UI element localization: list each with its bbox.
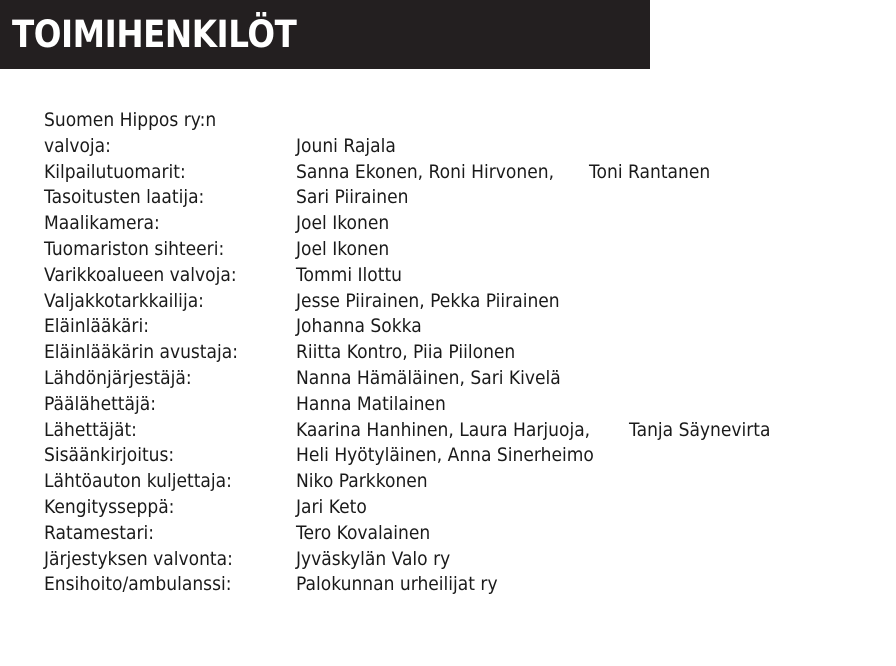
people-value (296, 366, 896, 392)
people-value (296, 211, 896, 237)
person-line: Joel Ikonen (296, 237, 390, 260)
official-row-ensihoito-ambulanssi (44, 572, 644, 598)
role-label: Lähtöauton kuljettaja: (44, 470, 232, 493)
official-row-kilpailutuomarit (44, 160, 710, 186)
people-value (296, 340, 896, 366)
official-row-lahtoauton-kuljettaja (44, 469, 644, 495)
official-row-valjakkotarkkailija (44, 289, 644, 315)
official-row-kengitysseppa (44, 495, 644, 521)
official-row-jarjestyksen-valvonta (44, 547, 644, 573)
role-label: Päälähettäjä: (44, 392, 156, 415)
person-line: Jouni Rajala (296, 134, 396, 157)
people-value (296, 392, 896, 418)
person-line: Heli Hyötyläinen, Anna Sinerheimo (296, 444, 594, 467)
role-label: Ratamestari: (44, 521, 154, 544)
people-value (296, 263, 896, 289)
person-line: Riitta Kontro, Piia Piilonen (296, 341, 516, 364)
person-line: Sanna Ekonen, Roni Hirvonen, (296, 160, 555, 183)
official-row-ratamestari (44, 521, 644, 547)
role-label: Kengitysseppä: (44, 495, 175, 518)
person-line: Johanna Sokka (296, 315, 422, 338)
person-line: Niko Parkkonen (296, 470, 428, 493)
person-line: Sari Piirainen (296, 186, 409, 209)
role-label: Järjestyksen valvonta: (44, 547, 233, 570)
people-value (296, 237, 896, 263)
person-line: Palokunnan urheilijat ry (296, 573, 498, 596)
people-value (296, 134, 896, 160)
people-value (296, 547, 896, 573)
people-value (296, 314, 896, 340)
official-row-valvoja (44, 134, 644, 160)
person-line: Tero Kovalainen (296, 521, 431, 544)
role-label: valvoja: (44, 134, 111, 157)
official-row-sisaankirjoitus (44, 443, 644, 469)
official-row-lahdonjarjestaja (44, 366, 644, 392)
people-value (296, 289, 896, 315)
role-label: Tasoitusten laatija: (44, 186, 205, 209)
person-line: Joel Ikonen (296, 212, 390, 235)
people-value (296, 160, 896, 186)
role-label: Valjakkotarkkailija: (44, 289, 204, 312)
official-row-lahettajat (44, 418, 771, 444)
person-line: Jari Keto (296, 495, 367, 518)
officials-list (44, 108, 771, 598)
official-row-varikkoalueen-valvoja (44, 263, 644, 289)
official-row-paalahettaja (44, 392, 644, 418)
people-value (296, 469, 896, 495)
person-line: Kaarina Hanhinen, Laura Harjuoja, (296, 418, 591, 441)
page-title: TOIMIHENKILÖT (12, 13, 297, 56)
role-label: Eläinlääkäri: (44, 315, 149, 338)
people-value (296, 443, 896, 469)
people-value (296, 495, 896, 521)
person-line: Tanja Säynevirta (628, 418, 771, 441)
person-line: Nanna Hämäläinen, Sari Kivelä (296, 366, 561, 389)
role-label: Tuomariston sihteeri: (44, 237, 225, 260)
role-label: Ensihoito/ambulanssi: (44, 573, 232, 596)
person-line: Toni Rantanen (588, 160, 710, 183)
people-value (296, 521, 896, 547)
official-row-elainlaakarin-avustaja (44, 340, 644, 366)
person-line: Tommi Ilottu (296, 263, 403, 286)
people-value (296, 418, 896, 444)
role-label: Kilpailutuomarit: (44, 160, 186, 183)
intro-label: Suomen Hippos ry:n (44, 109, 217, 131)
role-label: Sisäänkirjoitus: (44, 444, 175, 467)
role-label: Lähettäjät: (44, 418, 137, 441)
official-row-maalikamera (44, 211, 644, 237)
intro-row (44, 108, 644, 134)
person-line: Hanna Matilainen (296, 392, 446, 415)
role-label: Eläinlääkärin avustaja: (44, 341, 238, 364)
role-label: Lähdönjärjestäjä: (44, 366, 192, 389)
official-row-tasoitusten-laatija (44, 185, 644, 211)
official-row-tuomariston-sihteeri (44, 237, 644, 263)
role-label: Maalikamera: (44, 212, 160, 235)
header-banner (0, 0, 650, 69)
people-value (296, 572, 896, 598)
person-line: Jyväskylän Valo ry (296, 547, 451, 570)
people-value (296, 185, 896, 211)
person-line: Jesse Piirainen, Pekka Piirainen (296, 289, 560, 312)
role-label: Varikkoalueen valvoja: (44, 263, 237, 286)
official-row-elainlaakari (44, 314, 644, 340)
